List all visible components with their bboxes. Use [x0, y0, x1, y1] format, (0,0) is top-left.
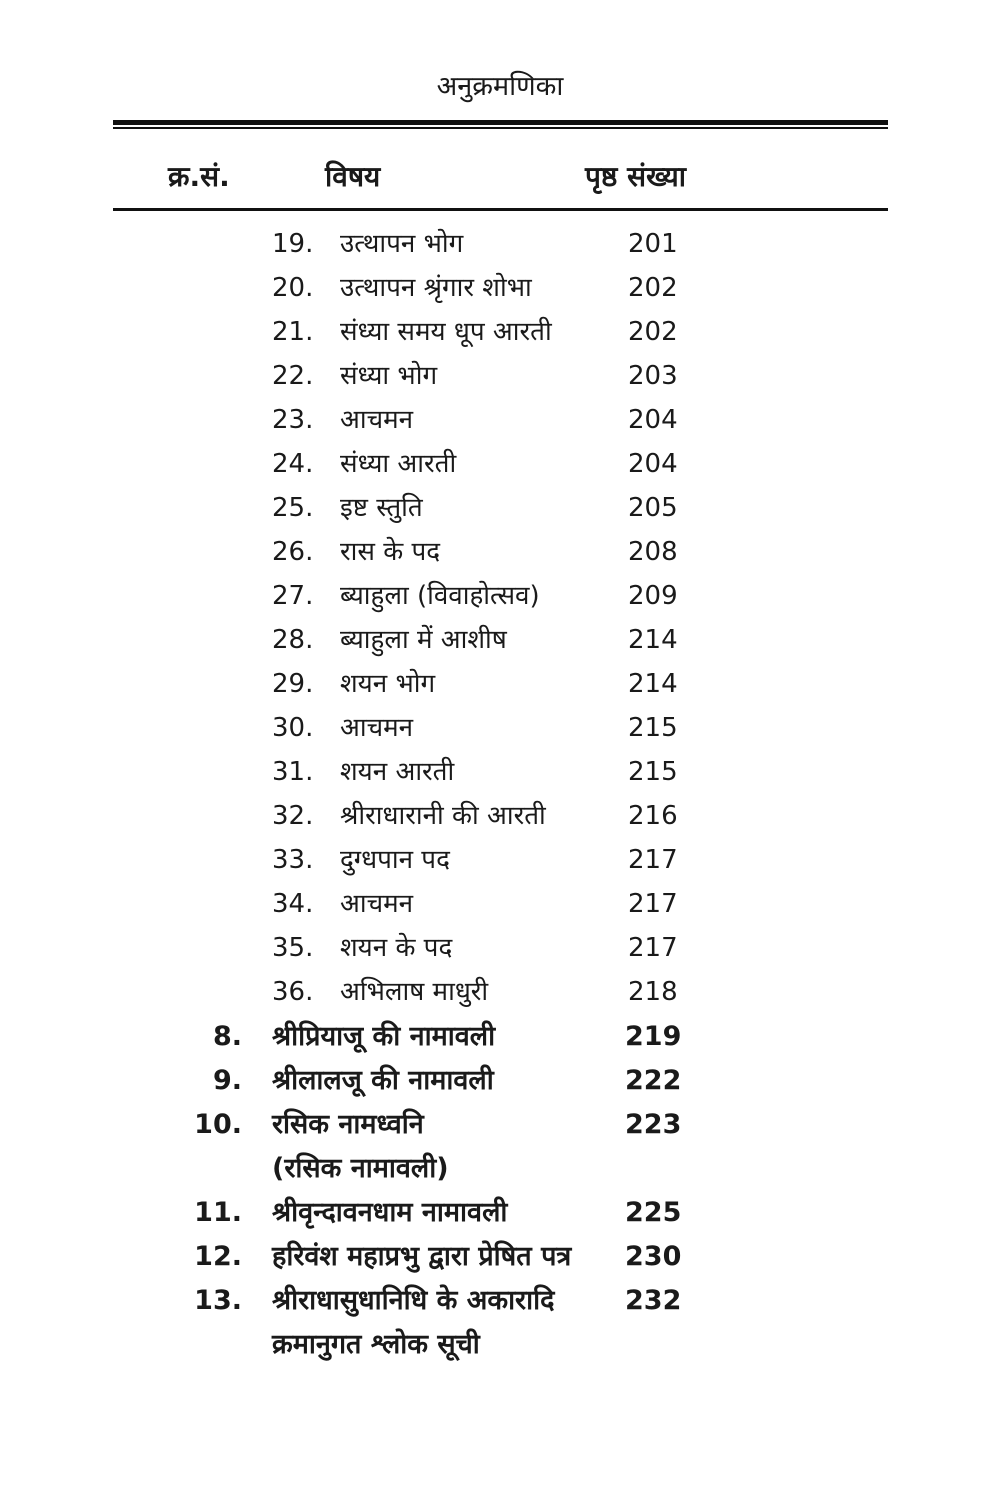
item-title: ब्याहुला (विवाहोत्सव) — [340, 581, 540, 611]
toc-sub-item — [0, 843, 1000, 887]
item-page: 208 — [628, 537, 678, 567]
item-title-line2: (रसिक नामावली) — [272, 1153, 449, 1184]
toc-sub-item — [0, 711, 1000, 755]
item-number: 9. — [212, 1065, 242, 1096]
item-page: 216 — [628, 801, 678, 831]
item-title: हरिवंश महाप्रभु द्वारा प्रेषित पत्र — [272, 1241, 572, 1272]
item-page: 217 — [628, 845, 678, 875]
item-title: इष्ट स्तुति — [340, 493, 423, 523]
toc-sub-item — [0, 227, 1000, 271]
toc-sub-item — [0, 315, 1000, 359]
item-title: श्रीराधारानी की आरती — [340, 801, 546, 831]
item-number: 8. — [212, 1021, 242, 1052]
item-page: 215 — [628, 713, 678, 743]
item-page: 214 — [628, 625, 678, 655]
item-title: श्रीवृन्दावनधाम नामावली — [272, 1197, 508, 1228]
toc-sub-item — [0, 887, 1000, 931]
item-number: 10. — [194, 1109, 242, 1140]
item-title: श्रीराधासुधानिधि के अकारादि — [272, 1285, 555, 1316]
item-page: 201 — [628, 229, 678, 259]
toc-sub-item — [0, 403, 1000, 447]
item-title: रसिक नामध्वनि — [272, 1109, 424, 1140]
item-page: 202 — [628, 273, 678, 303]
toc-sub-item — [0, 579, 1000, 623]
toc-sub-item — [0, 271, 1000, 315]
item-page: 222 — [625, 1065, 682, 1096]
item-number: 32. — [272, 801, 314, 831]
item-page: 219 — [625, 1021, 682, 1052]
toc-sub-item — [0, 931, 1000, 975]
toc-sub-item — [0, 447, 1000, 491]
item-page: 217 — [628, 933, 678, 963]
toc-sub-item — [0, 623, 1000, 667]
item-title: श्रीलालजू की नामावली — [272, 1065, 494, 1096]
item-number: 25. — [272, 493, 314, 523]
item-number: 11. — [194, 1197, 242, 1228]
item-page: 218 — [628, 977, 678, 1007]
item-number: 27. — [272, 581, 314, 611]
item-number: 29. — [272, 669, 314, 699]
item-title: संध्या समय धूप आरती — [340, 317, 552, 347]
item-title: ब्याहुला में आशीष — [340, 625, 507, 655]
toc-sub-item — [0, 359, 1000, 403]
item-title: शयन आरती — [340, 757, 455, 787]
item-page: 232 — [625, 1285, 682, 1316]
item-page: 225 — [625, 1197, 682, 1228]
item-title: आचमन — [340, 713, 414, 743]
toc-sub-item — [0, 755, 1000, 799]
toc-sub-item — [0, 491, 1000, 535]
column-header-serial: क्र.सं. — [168, 160, 230, 193]
item-number: 35. — [272, 933, 314, 963]
item-page: 214 — [628, 669, 678, 699]
item-title: उत्थापन श्रृंगार शोभा — [340, 273, 532, 303]
item-number: 21. — [272, 317, 314, 347]
item-title-line2: क्रमानुगत श्लोक सूची — [272, 1329, 480, 1360]
item-page: 204 — [628, 449, 678, 479]
item-title: रास के पद — [340, 537, 441, 567]
item-page: 203 — [628, 361, 678, 391]
item-title: उत्थापन भोग — [340, 229, 464, 259]
item-title: दुग्धपान पद — [340, 845, 450, 875]
item-title: श्रीप्रियाजू की नामावली — [272, 1021, 496, 1052]
item-number: 28. — [272, 625, 314, 655]
toc-sub-item — [0, 667, 1000, 711]
item-number: 13. — [194, 1285, 242, 1316]
toc-sub-item — [0, 535, 1000, 579]
item-number: 20. — [272, 273, 314, 303]
item-number: 31. — [272, 757, 314, 787]
item-title: आचमन — [340, 889, 414, 919]
toc-sub-item — [0, 799, 1000, 843]
top-rule-thin — [113, 127, 888, 129]
item-title: शयन भोग — [340, 669, 436, 699]
item-page: 209 — [628, 581, 678, 611]
item-number: 12. — [194, 1241, 242, 1272]
item-number: 30. — [272, 713, 314, 743]
item-title: आचमन — [340, 405, 414, 435]
item-page: 215 — [628, 757, 678, 787]
item-number: 36. — [272, 977, 314, 1007]
item-number: 33. — [272, 845, 314, 875]
item-page: 202 — [628, 317, 678, 347]
toc-sub-item — [0, 975, 1000, 1019]
item-title: संध्या आरती — [340, 449, 457, 479]
item-page: 230 — [625, 1241, 682, 1272]
item-page: 217 — [628, 889, 678, 919]
item-number: 26. — [272, 537, 314, 567]
item-page: 223 — [625, 1109, 682, 1140]
item-number: 23. — [272, 405, 314, 435]
header-rule — [113, 208, 888, 211]
item-title: अभिलाष माधुरी — [340, 977, 489, 1007]
top-rule-thick — [113, 120, 888, 125]
item-page: 205 — [628, 493, 678, 523]
item-title: शयन के पद — [340, 933, 453, 963]
item-number: 24. — [272, 449, 314, 479]
item-number: 34. — [272, 889, 314, 919]
item-number: 19. — [272, 229, 314, 259]
item-page: 204 — [628, 405, 678, 435]
column-header-page: पृष्ठ संख्या — [585, 160, 686, 193]
column-header-subject: विषय — [325, 160, 381, 193]
item-title: संध्या भोग — [340, 361, 438, 391]
page-title: अनुक्रमणिका — [436, 71, 564, 102]
item-number: 22. — [272, 361, 314, 391]
